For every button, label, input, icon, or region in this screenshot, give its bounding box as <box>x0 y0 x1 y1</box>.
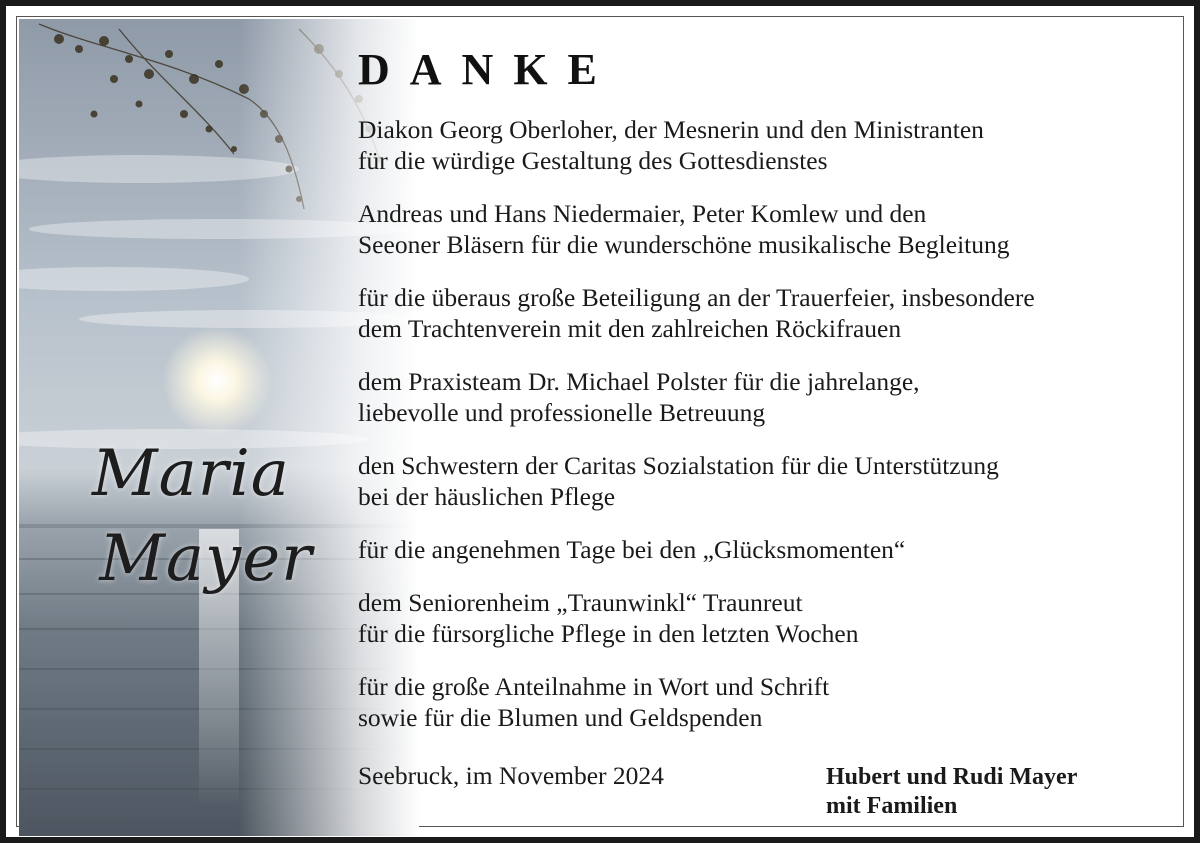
text-line: Diakon Georg Oberloher, der Mesnerin und den Ministranten <box>358 115 984 144</box>
text-line: für die überaus große Beteiligung an der Trauerfeier, insbesondere <box>358 283 1035 312</box>
signature-line: Hubert und Rudi Mayer <box>826 764 1078 790</box>
heading-danke: DANKE <box>358 45 617 94</box>
thanks-paragraph <box>358 198 1158 260</box>
place-date: Seebruck, im November 2024 <box>358 761 664 790</box>
thanks-paragraph <box>358 366 1158 428</box>
thanks-paragraph <box>358 671 1158 733</box>
signature-line: mit Familien <box>826 793 958 819</box>
signature <box>826 763 1077 821</box>
text-line: für die große Anteilnahme in Wort und Schrift <box>358 672 830 701</box>
text-line: den Schwestern der Caritas Sozialstation für die Unterstützung <box>358 451 999 480</box>
thanks-paragraph <box>358 587 1158 649</box>
last-name: Mayer <box>99 521 313 596</box>
deceased-name <box>76 436 336 598</box>
thanks-paragraph <box>358 534 1158 565</box>
thanks-paragraphs <box>358 114 1158 755</box>
text-line: für die würdige Gestaltung des Gottesdienstes <box>358 146 828 175</box>
first-name: Maria <box>92 437 290 511</box>
text-line: Andreas und Hans Niedermaier, Peter Komlew und den <box>358 199 927 228</box>
text-line: liebevolle und professionelle Betreuung <box>358 398 766 427</box>
text-line: Seeoner Bläsern für die wunderschöne musikalische Begleitung <box>358 230 1010 259</box>
thanks-paragraph <box>358 450 1158 512</box>
text-line: dem Trachtenverein mit den zahlreichen Röckifrauen <box>358 314 902 343</box>
thanks-paragraph <box>358 114 1158 176</box>
text-line: für die fürsorgliche Pflege in den letzten Wochen <box>358 619 859 648</box>
text-line: dem Seniorenheim „Traunwinkl“ Traunreut <box>358 588 803 617</box>
text-line: dem Praxisteam Dr. Michael Polster für die jahrelange, <box>358 367 920 396</box>
text-line: bei der häuslichen Pflege <box>358 482 616 511</box>
text-line: sowie für die Blumen und Geldspenden <box>358 703 763 732</box>
thanks-paragraph <box>358 282 1158 344</box>
text-line: für die angenehmen Tage bei den „Glücksmomenten“ <box>358 535 906 564</box>
